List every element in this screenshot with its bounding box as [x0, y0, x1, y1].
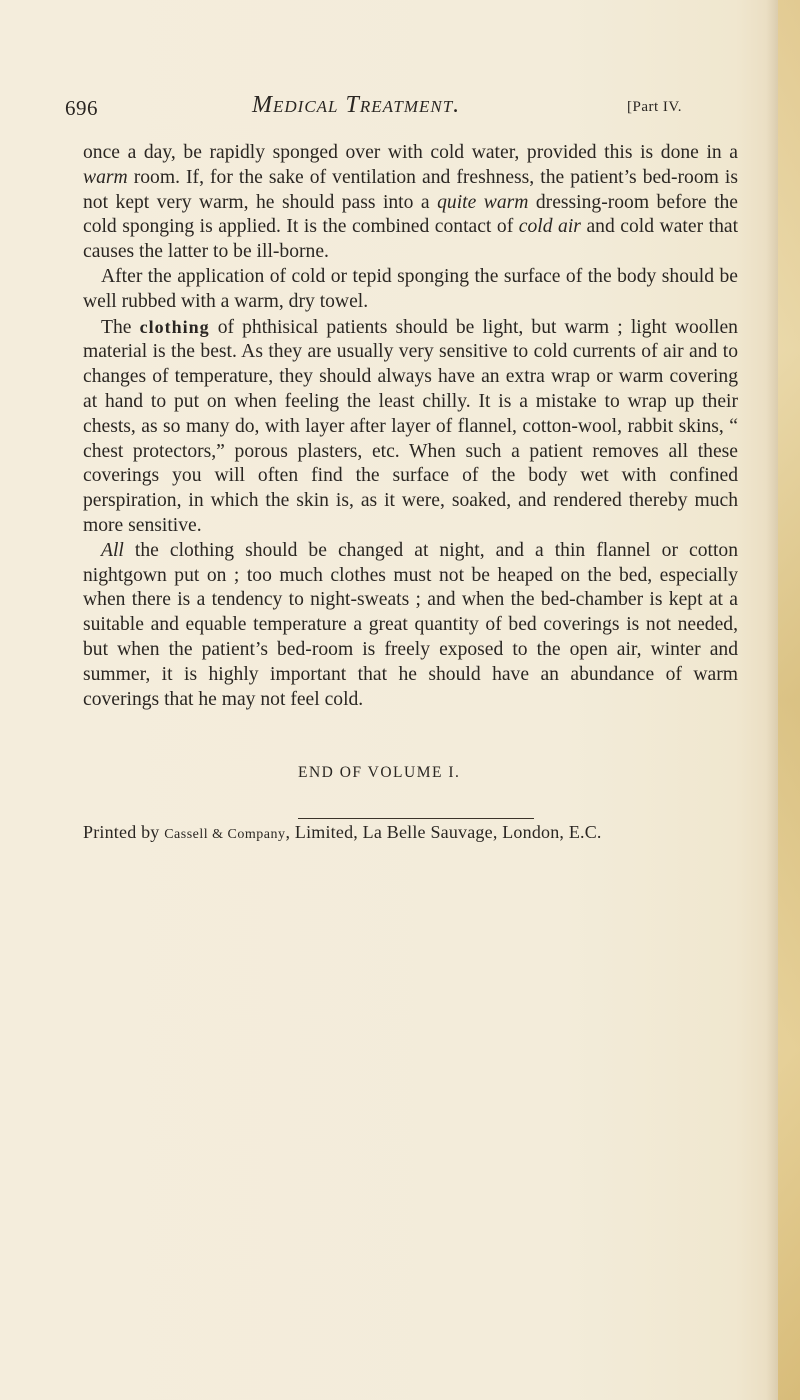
text-segment: The — [101, 316, 140, 338]
text-segment: dressing-room before the cold sponging is applied. It is the combined contact of — [83, 191, 739, 238]
text-segment: the clothing should be changed at night, and a thin flannel or cotton nightgown put on ; too much clothes must not be heaped on the bed, especially when there is a tendency to night-sweats ; and when the bed-chamber is kept at a suitable and equable temperature a great quantity of bed coverings is not needed, but when the patient’s bed-room is freely exposed to the open air, winter and summer, it is highly important that he should have an abundance of warm coverings that he may not feel cold. — [83, 539, 738, 710]
printer-imprint — [83, 822, 602, 843]
text-segment: and cold water that causes the latter to be ill-borne. — [83, 216, 739, 263]
page-number: 696 — [65, 96, 98, 120]
text-segment-italic: All — [101, 539, 124, 561]
text-segment: once a day, be rapidly sponged over with cold water, provided this is done in a — [83, 142, 738, 163]
end-of-volume-note: END OF VOLUME I. — [298, 764, 461, 781]
part-label: [Part IV. — [627, 99, 683, 115]
text-segment-italic: warm — [83, 166, 128, 188]
imprint-rule — [298, 818, 534, 819]
text-segment: room. If, for the sake of ventilation and freshness, the patient’s bed-room is not kept very warm, he should pass into a — [83, 166, 738, 213]
imprint-prefix: Printed by — [83, 822, 165, 842]
imprint-publisher: Cassell & Company — [164, 827, 286, 842]
imprint-suffix: , Limited, La Belle Sauvage, London, E.C. — [285, 822, 602, 842]
text-segment-italic: quite warm — [437, 191, 529, 213]
paragraph-night-clothing — [83, 539, 738, 713]
page-gutter-shadow — [766, 0, 778, 1400]
body-text — [83, 141, 738, 712]
text-segment-bold-heading: clothing — [139, 316, 210, 337]
page-edge-strip — [778, 0, 800, 1400]
paragraph-clothing — [83, 315, 738, 539]
text-segment: After the application of cold or tepid sponging the surface of the body should be well rubbed with a warm, dry towel. — [83, 265, 738, 312]
paragraph-rubbing — [83, 265, 738, 315]
running-header — [65, 92, 765, 130]
text-segment: of phthisical patients should be light, but warm ; light woollen material is the best. As they are usually very sensitive to cold currents of air and to changes of temperature, they should always have an extra wrap or warm covering at hand to put on when feeling the least chilly. It is a mistake to wrap up their chests, as so many do, with layer after layer of flannel, cotton-wool, rabbit skins, “ chest protectors,” porous plasters, etc. When such a patient removes all these coverings you will often find the surface of the body wet with confined perspiration, in which the skin is, as it were, soaked, and rendered thereby much more sensitive. — [83, 316, 738, 536]
running-title: Medical Treatment. — [252, 92, 461, 118]
text-segment-italic: cold air — [518, 216, 581, 238]
paragraph-sponging-continued — [83, 141, 738, 265]
